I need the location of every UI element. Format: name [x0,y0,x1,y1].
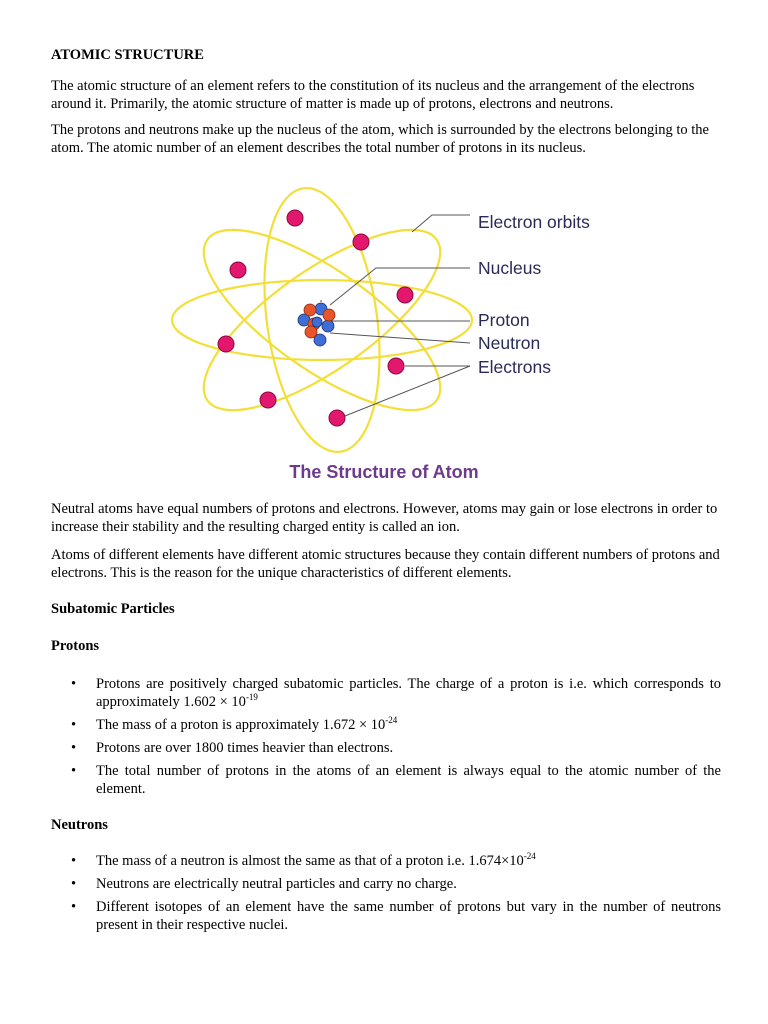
proton-particle [304,304,316,316]
list-item [96,875,721,893]
exponent: -19 [245,692,258,702]
protons-list [96,675,721,798]
list-item [96,898,721,934]
list-item-text: The mass of a neutron is almost the same as that of a proton i.e. 1.674×10 [96,853,524,869]
electron [218,336,234,352]
electron [397,287,413,303]
subatomic-particles-heading: Subatomic Particles [51,601,175,617]
list-item-text: Different isotopes of an element have the same number of protons but vary in the number of neutrons present in their respective nuclei. [96,899,721,933]
electrons-pointer-2 [345,366,470,416]
neutron-particle [322,320,334,332]
label-electron-orbits: Electron orbits [478,212,590,232]
neutron-pointer [330,333,470,343]
list-item-text: Protons are over 1800 times heavier than electrons. [96,740,394,756]
neutrons-heading: Neutrons [51,817,108,833]
list-item-text: The mass of a proton is approximately 1.672 × 10 [96,717,386,733]
list-item [96,852,721,870]
atom-structure-diagram [0,0,768,500]
list-item-text: Neutrons are electrically neutral particles and carry no charge. [96,876,457,892]
list-item-text: Protons are positively charged subatomic particles. The charge of a proton is i.e. which corresponds to approximately 1.602 × 10 [96,676,721,710]
label-electrons: Electrons [478,357,551,377]
proton-particle [323,309,335,321]
list-item [96,739,721,757]
electron [353,234,369,250]
label-neutron: Neutron [478,333,541,353]
electron-orbits-pointer [412,215,470,232]
neutron-particle [312,317,322,327]
list-item [96,716,721,734]
nucleus [298,303,335,346]
list-item [96,675,721,711]
page-title: ATOMIC STRUCTURE [51,47,204,63]
electron [230,262,246,278]
list-item-text: The total number of protons in the atoms of an element is always equal to the atomic number of the element. [96,763,721,797]
intro-paragraph-2: The protons and neutrons make up the nucleus of the atom, which is surrounded by the electrons belonging to the atom. The atomic number of an element describes the total number of protons in its nucleus. [51,122,709,156]
ions-paragraph: Neutral atoms have equal numbers of protons and electrons. However, atoms may gain or lose electrons in order to increase their stability and the resulting charged entity is called an ion. [51,501,718,535]
list-item [96,762,721,798]
neutrons-list [96,852,721,934]
electron [287,210,303,226]
label-nucleus: Nucleus [478,258,542,278]
protons-heading: Protons [51,638,100,654]
proton-particle [305,326,317,338]
electron [329,410,345,426]
exponent: -24 [523,851,536,861]
label-proton: Proton [478,310,530,330]
electron [388,358,404,374]
intro-paragraph-1: The atomic structure of an element refers to the constitution of its nucleus and the arrangement of the electrons around it. Primarily, the atomic structure of matter is made up of protons, electrons and neutrons. [51,78,695,112]
elements-paragraph: Atoms of different elements have different atomic structures because they contain different numbers of protons and electrons. This is the reason for the unique characteristics of different elements. [51,547,720,581]
figure-caption: The Structure of Atom [289,462,479,482]
exponent: -24 [385,715,398,725]
electron [260,392,276,408]
